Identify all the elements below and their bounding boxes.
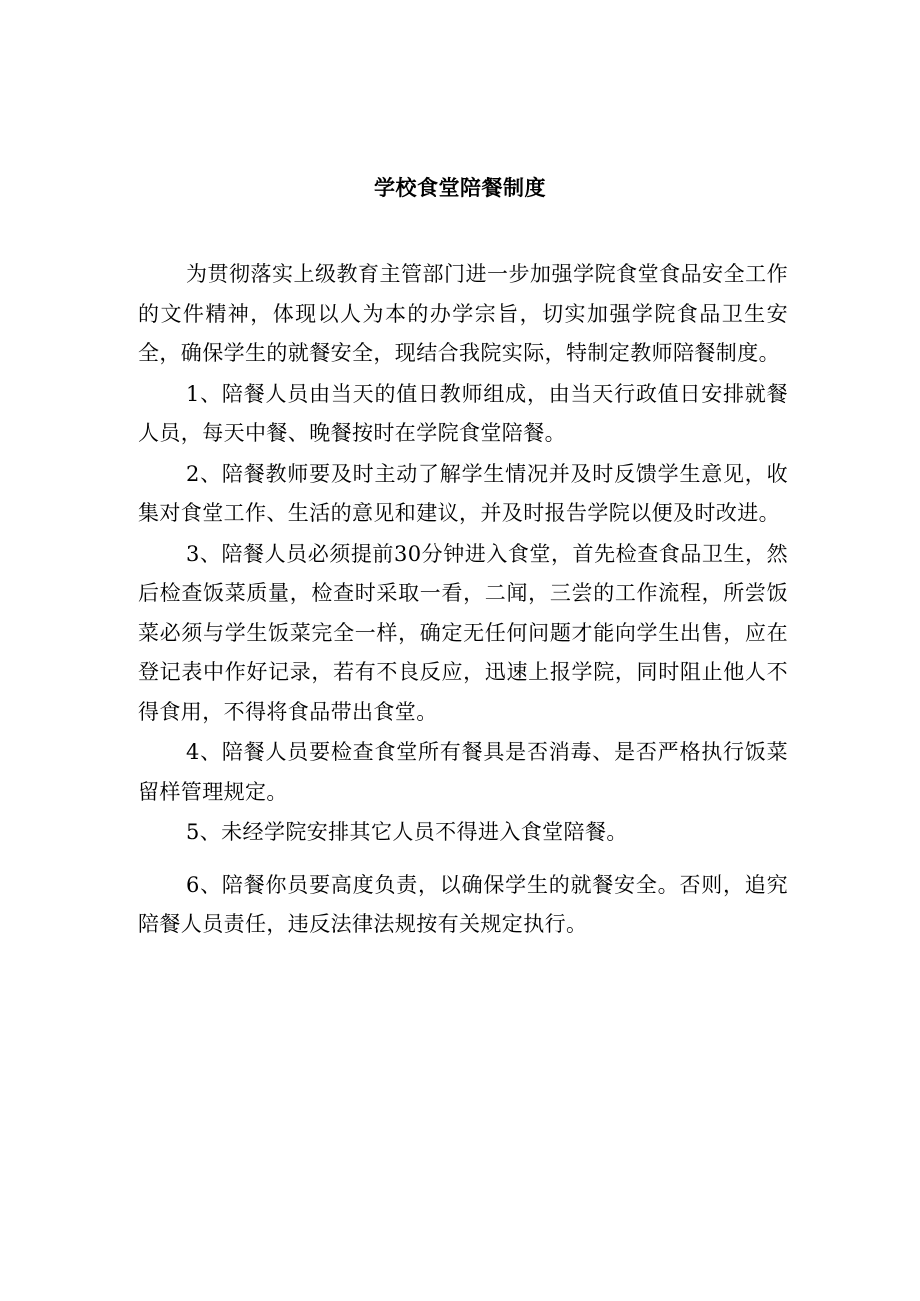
rule-paragraph-3: 3、陪餐人员必须提前30分钟进入食堂，首先检查食品卫生，然后检查饭菜质量，检查时采取一看，二闻，三尝的工作流程，所尝饭菜必须与学生饭菜完全一样，确定无任何问题才能向学生出售，应在登记表中作好记录，若有不良反应，迅速上报学院，同时阻止他人不得食用，不得将食品带出食堂。 <box>138 541 788 724</box>
document-body <box>138 255 788 946</box>
rule-paragraph-6: 6、陪餐你员要高度负责，以确保学生的就餐安全。否则，追究陪餐人员责任，违反法律法规按有关规定执行。 <box>138 872 788 936</box>
rule-paragraph-4: 4、陪餐人员要检查食堂所有餐具是否消毒、是否严格执行饭菜留样管理规定。 <box>138 740 788 804</box>
document-title: 学校食堂陪餐制度 <box>374 175 546 200</box>
intro-paragraph: 为贯彻落实上级教育主管部门进一步加强学院食堂食品安全工作的文件精神，体现以人为本的办学宗旨，切实加强学院食品卫生安全，确保学生的就餐安全，现结合我院实际，特制定教师陪餐制度。 <box>138 262 788 365</box>
rule-paragraph-1: 1、陪餐人员由当天的值日教师组成，由当天行政值日安排就餐人员，每天中餐、晚餐按时在学院食堂陪餐。 <box>138 381 788 445</box>
rule-paragraph-5: 5、未经学院安排其它人员不得进入食堂陪餐。 <box>186 820 628 844</box>
rule-paragraph-2: 2、陪餐教师要及时主动了解学生情况并及时反馈学生意见，收集对食堂工作、生活的意见和建议，并及时报告学院以便及时改进。 <box>138 461 788 525</box>
